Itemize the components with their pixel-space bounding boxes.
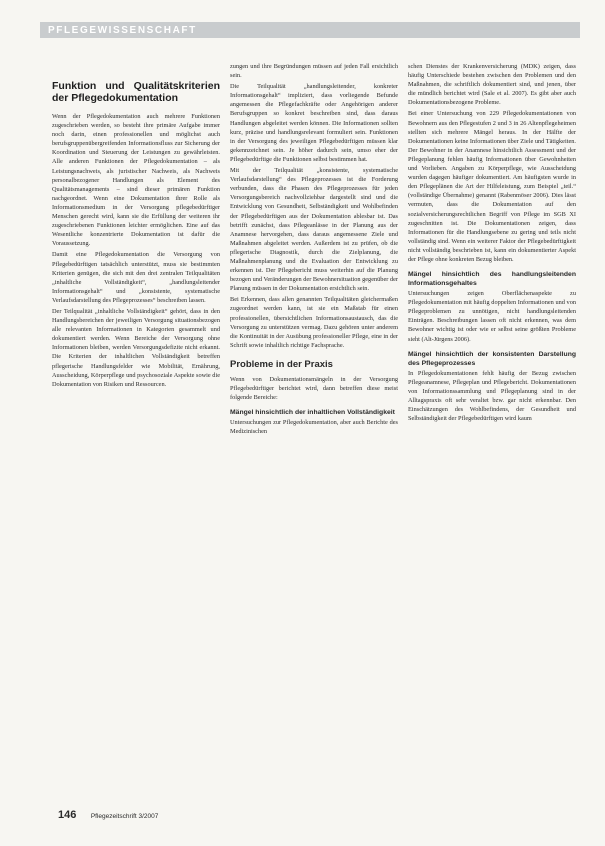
journal-source: Pflegezeitschrift 3/2007 xyxy=(90,813,159,820)
column-2 xyxy=(230,62,398,438)
paragraph: Bei Erkennen, dass allen genannten Teilqualitäten gleichermaßen zugeordnet werden kann, ist sie ein Maßstab für einen professionellen, übersichtlichen Informationsaustausch, das die Versorgung zu unterstützen vermag. Dazu gehören unter anderem die Kontinuität in der Ausübung professioneller Pflege, eine in der Schrift sowie inhaltlich richtige Fachsprache. xyxy=(230,296,398,349)
paragraph: Untersuchungen zeigen Oberflächenaspekte zu Pflegedokumentation mit häufig doppelten Informationen und von Pflegeproblemen zu unnötigen, nicht handlungsleitenden Einträgen. Beschreibungen lassen oft nicht erkennen, was dem Bewohner wichtig ist oder wie er selbst seine größten Probleme sieht (Alt-Jürgens 2006). xyxy=(408,290,576,343)
paragraph: schen Dienstes der Krankenversicherung (MDK) zeigen, dass häufig Unterschiede bestehen zwischen den Problemen und den Maßnahmen, die schriftlich dokumentiert sind, und jenen, über die mündlich berichtet wird (Sale et al. 2007). Es gibt aber auch Dokumentationsbezogene Probleme. xyxy=(408,63,576,107)
paragraph: Untersuchungen zur Pflegedokumentation, aber auch Berichte des Medizinischen xyxy=(230,419,398,436)
paragraph: zungen und ihre Begründungen müssen auf jeden Fall ersichtlich sein. xyxy=(230,63,398,80)
paragraph: Der Teilqualität „inhaltliche Vollständigkeit“ gehört, dass in den Handlungsbereichen der jeweiligen Versorgung situationsbezogen alle relevanten Informationen in Kategorien gesammelt und dokumentiert werden. Wenn Bereiche der Versorgung ohne Informationen bleiben, werden Versorgungsdefizite nicht erkannt. Die Kriterien der inhaltlichen Vollständigkeit betreffen pflegerische Handlungsfelder wie Mobilität, Ernährung, Ausscheidung, Körperpflege und psychosoziale Aspekte sowie die Dokumentation von Risiken und Ressourcen. xyxy=(52,307,220,388)
article-heading: Funktion und Qualitätskriterien der Pflegedokumentation xyxy=(52,80,220,104)
column-3 xyxy=(408,62,576,425)
section-label: PFLEGEWISSENSCHAFT xyxy=(48,24,197,36)
subheading: Mängel hinsichtlich des handlungsleitenden Informationsgehaltes xyxy=(408,271,576,288)
section-header xyxy=(40,22,580,38)
paragraph: Wenn von Dokumentationsmängeln in der Versorgung Pflegebedürftiger berichtet wird, dann betreffen diese meist folgende Bereiche: xyxy=(230,376,398,402)
paragraph: Wenn der Pflegedokumentation auch mehrere Funktionen zugeschrieben werden, so besteht ihre primäre Aufgabe immer noch darin, einen professionellen und möglichst auch berufsgruppenübergreifenden Informationsfluss zur Sicherung der Koordination und Steuerung der Leistungen zu gewährleisten. Alle anderen Funktionen der Pflegedokumentation – als Leistungsnachweis, als juristischer Nachweis, als Nachweis personalbezogener Handlungen als Element des Qualitätsmanagements – sind dieser primären Funktion nachgeordnet. Wenn eine Dokumentation ihrer Rolle als Informationsmedium in der Versorgung pflegebedürftiger Menschen gerecht wird, kann sie die Erfüllung der weiteren ihr zugeschriebenen Funktionen leichter ermöglichen. Eine auf das Wesentliche konzentrierte Dokumentation ist dafür die Voraussetzung. xyxy=(52,113,220,248)
subheading: Mängel hinsichtlich der inhaltlichen Vollständigkeit xyxy=(230,409,395,417)
paragraph: In Pflegedokumentationen fehlt häufig der Bezug zwischen Pflegeanamnese, Pflegeplan und Pflegebericht. Dokumentationen von Informationssammlung und Pflegeplanung sind in der Alltagspraxis oft sehr veraltet bzw. gar nicht erkennbar. Den Einschätzungen des Wohlbefindens, der Gesundheit und Selbständigkeit der Pflegebedürftigen wird kaum xyxy=(408,369,576,423)
paragraph: Die Teilqualität „handlungsleitender, konkreter Informationsgehalt“ impliziert, dass vorliegende Befunde angemessen die Pflegefachkräfte oder Angehörigen anderer Berufsgruppen so konkret beschreiben sind, dass daraus Handlungen abgeleitet werden können. Die Informationen sollten kurz, präzise und handlungsrelevant formuliert sein. Funktionen in der Versorgung des jeweiligen Pflegebedürftigen müssen klar gekennzeichnet sein. Je höher dadurch sein, umso eher der Pflegebedürftige die Funktionen selbst bestimmen hat. xyxy=(230,83,398,163)
section-heading: Probleme in der Praxis xyxy=(230,358,333,370)
paragraph: Mit der Teilqualität „konsistente, systematische Verlaufsdarstellung“ des Pflegeprozesses ist die Forderung verbunden, dass die Phasen des Pflegeprozesses für jeden Versorgungsbereich nachvollziehbar dargestellt sind und die Entwicklung von Gesundheit, Selbständigkeit und Wohlbefinden der Pflegebedürftigen aus der Dokumentation ablesbar ist. Das betrifft zunächst, dass Pflegeanlässe in der Planung aus der Anamnese hervorgehen, dass daraus angemessene Ziele und Maßnahmen abgeleitet werden. Außerdem ist zu prüfen, ob die pflegerische Diagnostik, durch die Zielplanung, die Maßnahmenplanung und die Evaluation der Entwicklung zu erkennen ist. Der Pflegebericht muss weiterhin auf die Planung bezogen und Veränderungen der Bewohnersituation gegenüber der Planung müssen in der Dokumentation ersichtlich sein. xyxy=(230,167,398,293)
column-1 xyxy=(52,80,220,391)
subheading: Mängel hinsichtlich der konsistenten Darstellung des Pflegeprozesses xyxy=(408,350,576,367)
page-number: 146 xyxy=(58,809,77,821)
paragraph: Bei einer Untersuchung von 229 Pflegedokumentationen von Bewohnern aus den Pflegestufen 2 und 3 in 26 Altenpflegeheimen stellten sich mehrere Mängel heraus. In der Hälfte der Dokumentationen keine Informationen über Ziele und Tätigkeiten. Der Bewohner in der Anamnese hinsichtlich Assessment und der Pflegeplanung fehlen häufig Informationen über Gewohnheiten und Vorlieben. Angaben zu Körperpflege, wie Ausscheidung wurden dagegen häufiger dokumentiert. Am häufigsten wurde in den Pflegeplänen die Art der Hilfeleistung, zum Beispiel „teil.“ (vollständige Übernahme) genannt (Rabenmöser 2006). Dies lässt vermuten, dass die Dokumentation auf den sozialversicherungsrechtlichen Begriff von Pflege im SGB XI zugeschnitten ist. Die Dokumentationen zeigen, dass Informationen für die Handlungsebene zu gering und teils nicht vollständig sind. Wenn ein weiterer Faktor der Pflegebedürftigkeit nicht vollständig beschrieben ist, kann ein dokumentierter Aspekt der Pflege ohne konkreten Bezug bleiben. xyxy=(408,110,576,263)
paragraph: Damit eine Pflegedokumentation die Versorgung von Pflegebedürftigen tatsächlich unterstützt, muss sie bestimmten Kriterien genügen, die sich mit den drei zentralen Teilqualitäten „inhaltliche Vollständigkeit“, „handlungsleitender Informationsgehalt“ und „konsistente, systematische Verlaufsdarstellung des Pflegeprozesses“ beschreiben lassen. xyxy=(52,251,220,304)
page-footer xyxy=(58,805,158,823)
